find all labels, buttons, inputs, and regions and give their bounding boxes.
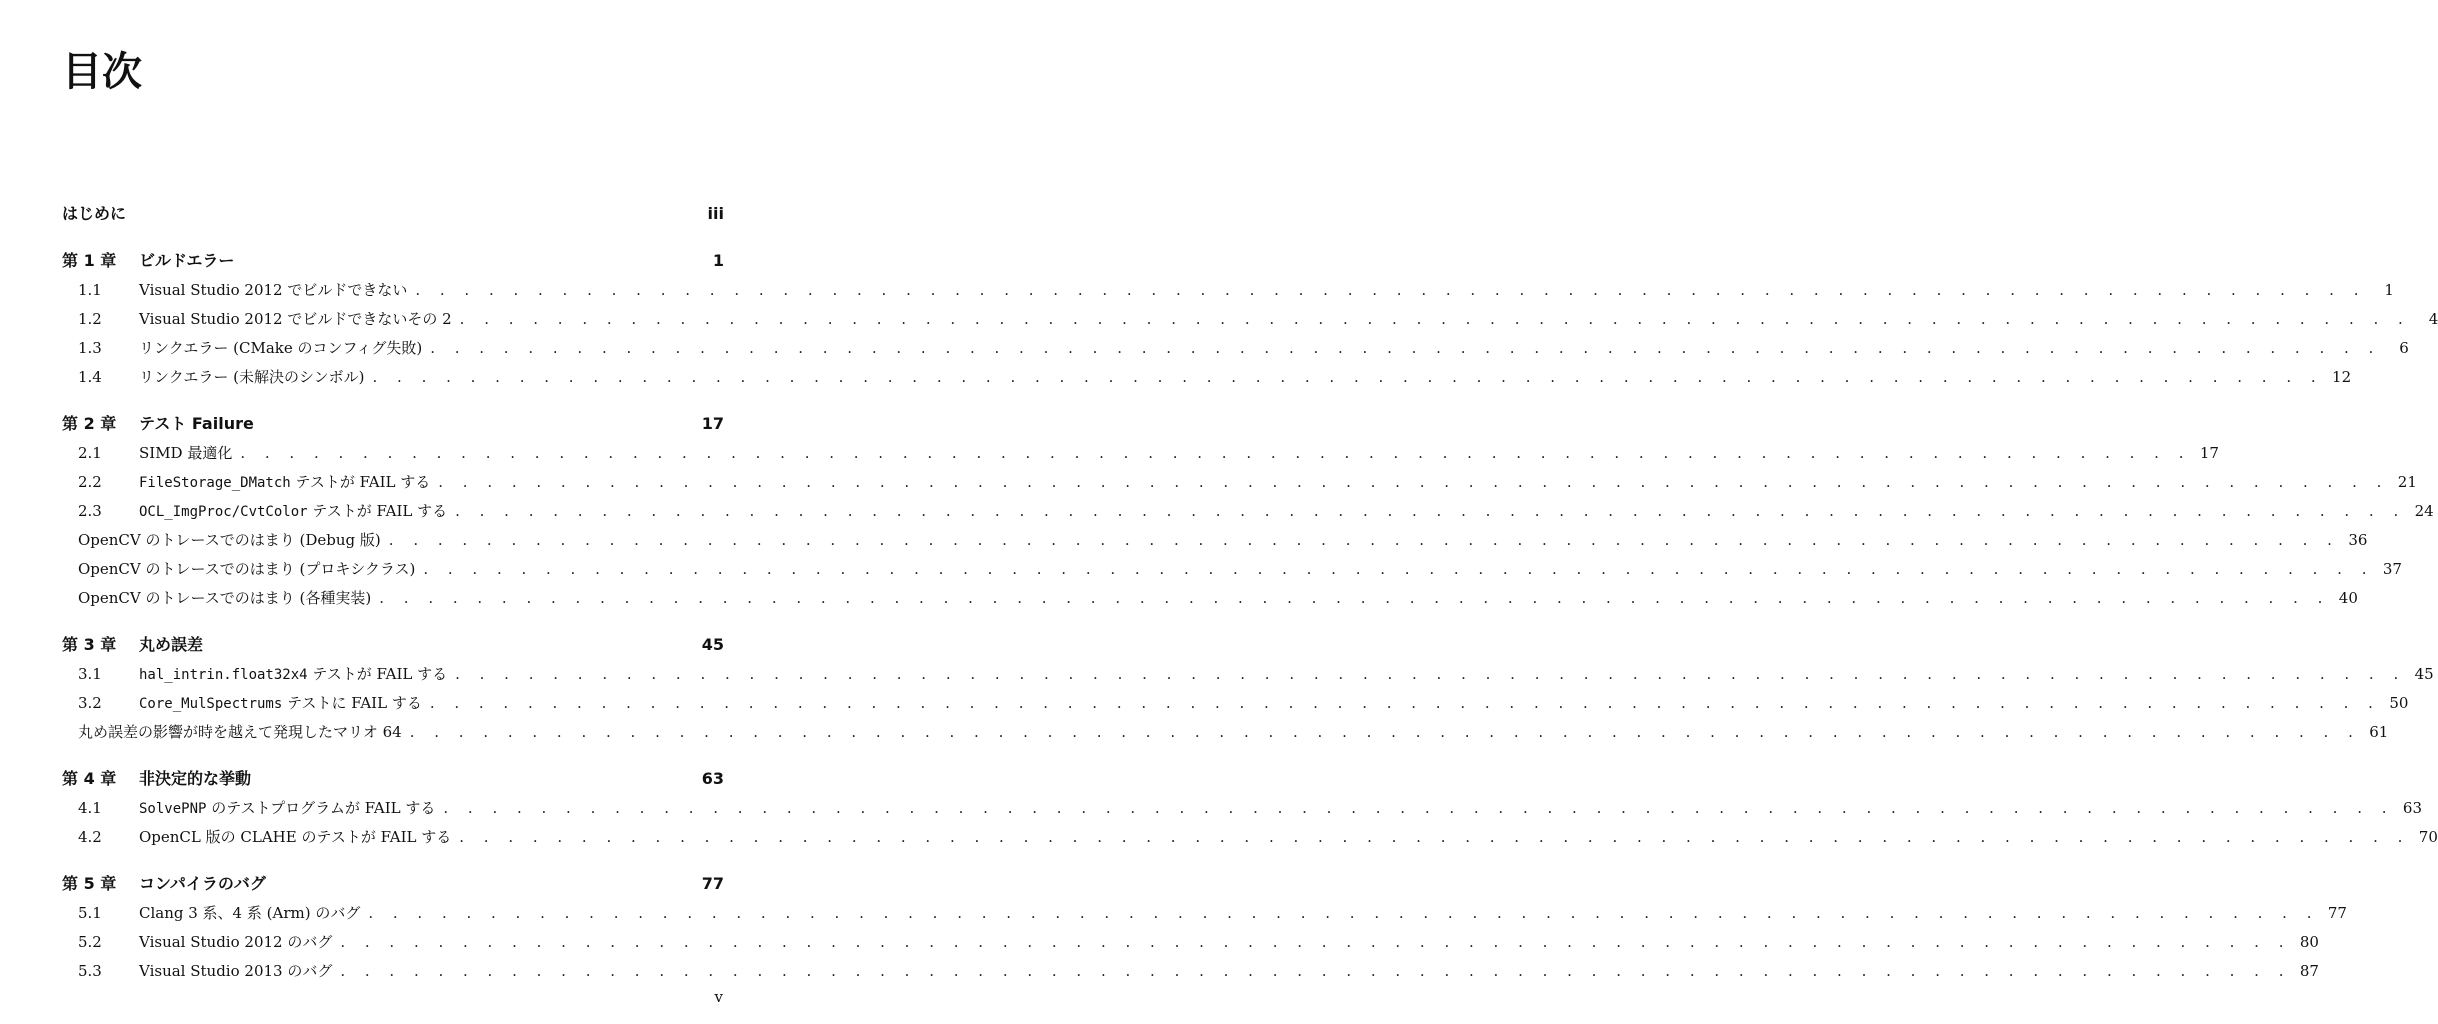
dot-leader: . . . . . . . . . . . . . . . . . . . . . . . . . . . . . . . . . . . . . . . . . . . . . . . . . . . . . . . . . . . . . . . . . . . . . . . . . . . . . . . . bbox=[459, 310, 2411, 328]
section-code-name: SolvePNP bbox=[139, 801, 207, 817]
dot-leader: . . . . . . . . . . . . . . . . . . . . . . . . . . . . . . . . . . . . . . . . . . . . . . . . . . . . . . . . . . . . . . . . . . . . . . . . . . . . . . . . bbox=[340, 962, 2291, 980]
chapter-page: 17 bbox=[701, 414, 724, 433]
section-page: 36 bbox=[2348, 531, 2368, 549]
section-page: 37 bbox=[2382, 560, 2402, 578]
section-number: 4.1 bbox=[78, 799, 102, 817]
section-page: 63 bbox=[2402, 799, 2422, 817]
chapter-title: 丸め誤差 bbox=[139, 635, 204, 654]
toc-section-row[interactable] bbox=[62, 497, 2434, 526]
dot-leader: . . . . . . . . . . . . . . . . . . . . . . . . . . . . . . . . . . . . . . . . . . . . . . . . . . . . . . . . . . . . . . . . . . . . . . . . . . . . . . . . bbox=[429, 694, 2381, 712]
section-code-name: FileStorage_DMatch bbox=[139, 475, 291, 491]
section-page: 6 bbox=[2399, 339, 2409, 357]
section-title bbox=[139, 794, 435, 824]
page-title: 目次 bbox=[62, 49, 142, 95]
toc-section-row[interactable] bbox=[62, 957, 2319, 986]
toc-chapter-row[interactable] bbox=[62, 246, 724, 276]
section-title-text: リンクエラー (未解決のシンボル) bbox=[139, 368, 365, 386]
section-title bbox=[139, 660, 447, 690]
toc-chapter-row[interactable] bbox=[62, 764, 724, 794]
chapter-title: 非決定的な挙動 bbox=[139, 769, 252, 788]
section-title bbox=[139, 689, 422, 719]
section-title-text: 丸め誤差の影響が時を越えて発現したマリオ 64 bbox=[78, 723, 402, 741]
dot-leader: . . . . . . . . . . . . . . . . . . . . . . . . . . . . . . . . . . . . . . . . . . . . . . . . . . . . . . . . . . . . . . . . . . . . . . . . . . . . . . . . bbox=[240, 444, 2191, 462]
section-number: 1.2 bbox=[78, 310, 102, 328]
toc-section-row[interactable] bbox=[62, 718, 2389, 747]
toc-section-row[interactable] bbox=[62, 439, 2219, 468]
toc-section-row[interactable] bbox=[62, 276, 2394, 305]
section-number: 2.2 bbox=[78, 473, 102, 491]
section-title-text: Visual Studio 2012 でビルドできないその 2 bbox=[139, 310, 452, 328]
section-title-text: テストが FAIL する bbox=[307, 502, 448, 520]
section-number: 5.3 bbox=[78, 962, 102, 980]
section-page: 80 bbox=[2299, 933, 2319, 951]
section-number: 2.1 bbox=[78, 444, 102, 462]
section-number: 2.3 bbox=[78, 502, 102, 520]
section-title-text: リンクエラー (CMake のコンフィグ失敗) bbox=[139, 339, 423, 357]
chapter-number: 第 2 章 bbox=[62, 414, 117, 433]
section-page: 4 bbox=[2428, 310, 2438, 328]
chapter-number: 第 1 章 bbox=[62, 251, 117, 270]
dot-leader: . . . . . . . . . . . . . . . . . . . . . . . . . . . . . . . . . . . . . . . . . . . . . . . . . . . . . . . . . . . . . . . . . . . . . . . . . . . . . . . . bbox=[415, 281, 2366, 299]
chapter-number: 第 3 章 bbox=[62, 635, 117, 654]
toc-preface-row[interactable] bbox=[62, 199, 724, 229]
section-title bbox=[62, 555, 415, 584]
section-page: 45 bbox=[2414, 665, 2434, 683]
toc-section-row[interactable] bbox=[62, 555, 2402, 584]
section-page: 87 bbox=[2299, 962, 2319, 980]
section-code-name: OCL_ImgProc/CvtColor bbox=[139, 504, 308, 520]
section-page: 70 bbox=[2418, 828, 2438, 846]
section-title bbox=[139, 363, 365, 392]
section-number: 4.2 bbox=[78, 828, 102, 846]
chapter-page: 1 bbox=[712, 251, 724, 270]
section-title-text: Visual Studio 2012 のバグ bbox=[139, 933, 333, 951]
toc-section-row[interactable] bbox=[62, 334, 2409, 363]
toc-section-row[interactable] bbox=[62, 363, 2352, 392]
toc-chapter-row[interactable] bbox=[62, 869, 724, 899]
section-title-text: OpenCV のトレースでのはまり (プロキシクラス) bbox=[78, 560, 416, 578]
section-page: 50 bbox=[2389, 694, 2409, 712]
section-title bbox=[139, 928, 332, 957]
table-of-contents bbox=[62, 199, 2438, 986]
section-title bbox=[139, 468, 430, 498]
chapter-page: 45 bbox=[701, 635, 724, 654]
section-title-text: のテストプログラムが FAIL する bbox=[206, 799, 436, 817]
toc-chapter-row[interactable] bbox=[62, 409, 724, 439]
section-title-text: OpenCL 版の CLAHE のテストが FAIL する bbox=[139, 828, 452, 846]
toc-section-row[interactable] bbox=[62, 899, 2347, 928]
chapter-page: 77 bbox=[701, 874, 724, 893]
section-title bbox=[62, 584, 371, 613]
dot-leader: . . . . . . . . . . . . . . . . . . . . . . . . . . . . . . . . . . . . . . . . . . . . . . . . . . . . . . . . . . . . . . . . . . . . . . . . . . . . . . . . bbox=[430, 339, 2381, 357]
section-number: 5.1 bbox=[78, 904, 102, 922]
chapter-title: コンパイラのバグ bbox=[139, 874, 266, 893]
toc-section-row[interactable] bbox=[62, 689, 2409, 718]
section-title-text: Visual Studio 2013 のバグ bbox=[139, 962, 333, 980]
dot-leader: . . . . . . . . . . . . . . . . . . . . . . . . . . . . . . . . . . . . . . . . . . . . . . . . . . . . . . . . . . . . . . . . . . . . . . . . . . . . . . . . bbox=[379, 589, 2330, 607]
section-number: 3.1 bbox=[78, 665, 102, 683]
section-page: 21 bbox=[2397, 473, 2417, 491]
section-number: 1.4 bbox=[78, 368, 102, 386]
dot-leader: . . . . . . . . . . . . . . . . . . . . . . . . . . . . . . . . . . . . . . . . . . . . . . . . . . . . . . . . . . . . . . . . . . . . . . . . . . . . . . . . bbox=[455, 665, 2406, 683]
section-title bbox=[139, 439, 232, 468]
toc-section-row[interactable] bbox=[62, 584, 2358, 613]
section-page: 40 bbox=[2338, 589, 2358, 607]
section-title-text: OpenCV のトレースでのはまり (Debug 版) bbox=[78, 531, 381, 549]
toc-section-row[interactable] bbox=[62, 660, 2434, 689]
section-title bbox=[139, 899, 360, 928]
section-title-text: テストが FAIL する bbox=[290, 473, 431, 491]
preface-title: はじめに bbox=[62, 204, 127, 223]
section-page: 1 bbox=[2384, 281, 2394, 299]
dot-leader: . . . . . . . . . . . . . . . . . . . . . . . . . . . . . . . . . . . . . . . . . . . . . . . . . . . . . . . . . . . . . . . . . . . . . . . . . . . . . . . . bbox=[409, 723, 2361, 741]
section-title-text: テストが FAIL する bbox=[307, 665, 448, 683]
section-title-text: SIMD 最適化 bbox=[139, 444, 233, 462]
dot-leader: . . . . . . . . . . . . . . . . . . . . . . . . . . . . . . . . . . . . . . . . . . . . . . . . . . . . . . . . . . . . . . . . . . . . . . . . . . . . . . . . bbox=[388, 531, 2340, 549]
section-number: 5.2 bbox=[78, 933, 102, 951]
toc-section-row[interactable] bbox=[62, 823, 2438, 852]
dot-leader: . . . . . . . . . . . . . . . . . . . . . . . . . . . . . . . . . . . . . . . . . . . . . . . . . . . . . . . . . . . . . . . . . . . . . . . . . . . . . . . . bbox=[368, 904, 2319, 922]
section-number: 3.2 bbox=[78, 694, 102, 712]
section-code-name: hal_intrin.float32x4 bbox=[139, 667, 308, 683]
section-title bbox=[62, 526, 381, 555]
section-number: 1.3 bbox=[78, 339, 102, 357]
section-page: 17 bbox=[2199, 444, 2219, 462]
dot-leader: . . . . . . . . . . . . . . . . . . . . . . . . . . . . . . . . . . . . . . . . . . . . . . . . . . . . . . . . . . . . . . . . . . . . . . . . . . . . . . . . bbox=[438, 473, 2389, 491]
preface-page: iii bbox=[707, 204, 724, 223]
chapter-page: 63 bbox=[701, 769, 724, 788]
toc-chapter-row[interactable] bbox=[62, 630, 724, 660]
section-title-text: Clang 3 系、4 系 (Arm) のバグ bbox=[139, 904, 361, 922]
section-title bbox=[139, 334, 422, 363]
toc-section-row[interactable] bbox=[62, 794, 2422, 823]
section-title bbox=[139, 305, 452, 334]
chapter-title: テスト Failure bbox=[139, 414, 254, 433]
section-title-text: テストに FAIL する bbox=[282, 694, 422, 712]
section-page: 77 bbox=[2327, 904, 2347, 922]
toc-section-row[interactable] bbox=[62, 305, 2438, 334]
section-title-text: Visual Studio 2012 でビルドできない bbox=[139, 281, 408, 299]
section-title bbox=[139, 823, 451, 852]
section-number: 1.1 bbox=[78, 281, 102, 299]
section-page: 12 bbox=[2332, 368, 2352, 386]
section-page: 24 bbox=[2414, 502, 2434, 520]
toc-section-row[interactable] bbox=[62, 468, 2417, 497]
toc-section-row[interactable] bbox=[62, 928, 2319, 957]
section-page: 61 bbox=[2369, 723, 2389, 741]
dot-leader: . . . . . . . . . . . . . . . . . . . . . . . . . . . . . . . . . . . . . . . . . . . . . . . . . . . . . . . . . . . . . . . . . . . . . . . . . . . . . . . . bbox=[372, 368, 2324, 386]
chapter-number: 第 4 章 bbox=[62, 769, 117, 788]
dot-leader: . . . . . . . . . . . . . . . . . . . . . . . . . . . . . . . . . . . . . . . . . . . . . . . . . . . . . . . . . . . . . . . . . . . . . . . . . . . . . . . . bbox=[443, 799, 2394, 817]
section-title bbox=[62, 718, 402, 747]
dot-leader: . . . . . . . . . . . . . . . . . . . . . . . . . . . . . . . . . . . . . . . . . . . . . . . . . . . . . . . . . . . . . . . . . . . . . . . . . . . . . . . . bbox=[455, 502, 2406, 520]
chapter-number: 第 5 章 bbox=[62, 874, 117, 893]
chapter-title: ビルドエラー bbox=[139, 251, 235, 270]
toc-section-row[interactable] bbox=[62, 526, 2368, 555]
dot-leader: . . . . . . . . . . . . . . . . . . . . . . . . . . . . . . . . . . . . . . . . . . . . . . . . . . . . . . . . . . . . . . . . . . . . . . . . . . . . . . . . bbox=[423, 560, 2374, 578]
section-code-name: Core_MulSpectrums bbox=[139, 696, 283, 712]
section-title bbox=[139, 497, 447, 527]
section-title bbox=[139, 957, 332, 986]
section-title-text: OpenCV のトレースでのはまり (各種実装) bbox=[78, 589, 372, 607]
dot-leader: . . . . . . . . . . . . . . . . . . . . . . . . . . . . . . . . . . . . . . . . . . . . . . . . . . . . . . . . . . . . . . . . . . . . . . . . . . . . . . . . bbox=[459, 828, 2410, 846]
dot-leader: . . . . . . . . . . . . . . . . . . . . . . . . . . . . . . . . . . . . . . . . . . . . . . . . . . . . . . . . . . . . . . . . . . . . . . . . . . . . . . . . bbox=[340, 933, 2291, 951]
section-title bbox=[139, 276, 407, 305]
page-number: v bbox=[714, 988, 723, 1006]
